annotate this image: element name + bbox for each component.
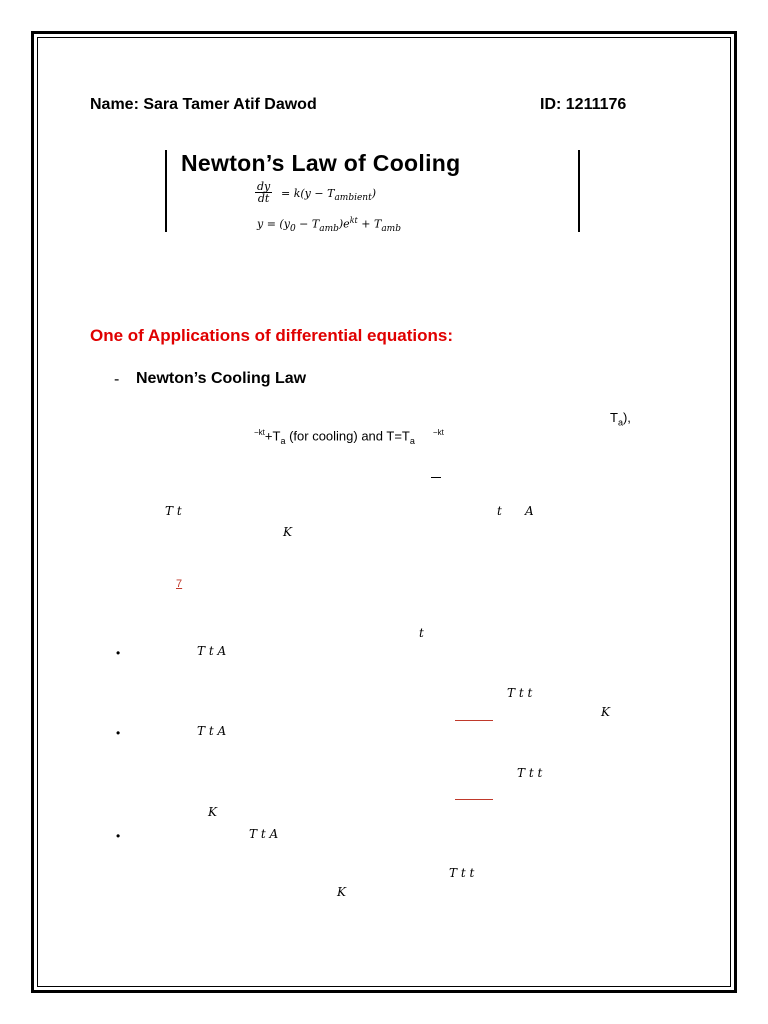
footnote-reference[interactable]: 7	[176, 578, 183, 590]
rhs-close: )	[371, 187, 377, 200]
subheading: Newton’s Cooling Law	[136, 370, 307, 387]
section-heading: One of Applications of differential equations:	[90, 326, 453, 345]
math-k-3: K	[208, 805, 217, 819]
bullet-1-math: T t A	[197, 644, 227, 658]
ta-sub: a	[617, 417, 623, 428]
a-sub-1: a	[280, 435, 286, 446]
fragment-ta	[610, 410, 631, 428]
math-ttt-2: T t t	[517, 766, 543, 780]
bullet-1: •	[116, 646, 121, 660]
math-t-2: t	[419, 626, 424, 640]
formula-title: Newton’s Law of Cooling	[181, 150, 461, 176]
fragment-cooling-formula	[254, 428, 444, 446]
math-ttt-1: T t t	[507, 686, 533, 700]
plus-ta: +T	[264, 428, 281, 444]
exp-kt-2: −kt	[432, 428, 444, 437]
student-id: ID: 1211176	[540, 96, 627, 113]
exp-kt-1: −kt	[254, 428, 265, 437]
amb-subscript: amb	[319, 223, 339, 234]
red-fraction-rule-1	[455, 720, 493, 721]
bullet-3-math: T t A	[249, 827, 279, 841]
fraction-numerator: dy	[257, 180, 271, 193]
a-sub-2: a	[409, 435, 415, 446]
formula-box-left-bar	[165, 150, 167, 232]
formula-box	[165, 150, 580, 232]
math-a: A	[525, 504, 534, 518]
math-k-4: K	[337, 885, 346, 899]
solution-equation	[257, 216, 401, 234]
fraction-denominator: dt	[257, 192, 270, 205]
math-tt: T t	[165, 504, 182, 518]
math-ttt-3: T t t	[449, 866, 475, 880]
red-fraction-rule-2	[455, 799, 493, 800]
rhs-subscript: ambient	[334, 193, 372, 204]
initial-subscript: 0	[289, 223, 296, 234]
plus-term: + T	[357, 217, 382, 231]
bullet-3: •	[116, 829, 121, 843]
solution-lhs: y = (y	[257, 217, 290, 231]
bullet-2-math: T t A	[197, 724, 227, 738]
rhs-text: = k(y − T	[281, 187, 335, 200]
math-k: K	[283, 525, 292, 539]
cooling-text: (for cooling) and T=T	[285, 428, 410, 444]
ta-main: T	[610, 410, 618, 425]
solution-mid: − T	[295, 217, 320, 231]
math-t: t	[497, 504, 502, 518]
bullet-2: •	[116, 726, 121, 740]
equation-rhs	[281, 187, 376, 203]
derivative-fraction	[255, 181, 272, 205]
exponent: kt	[349, 216, 358, 225]
exp-base: )e	[338, 217, 350, 231]
formula-box-right-bar	[578, 150, 580, 232]
student-name: Name: Sara Tamer Atif Dawod	[90, 96, 317, 113]
amb-subscript-2: amb	[381, 223, 401, 234]
list-dash: -	[114, 371, 120, 388]
fraction-rule	[431, 477, 441, 478]
math-k-2: K	[601, 705, 610, 719]
ta-end: ),	[622, 410, 631, 425]
